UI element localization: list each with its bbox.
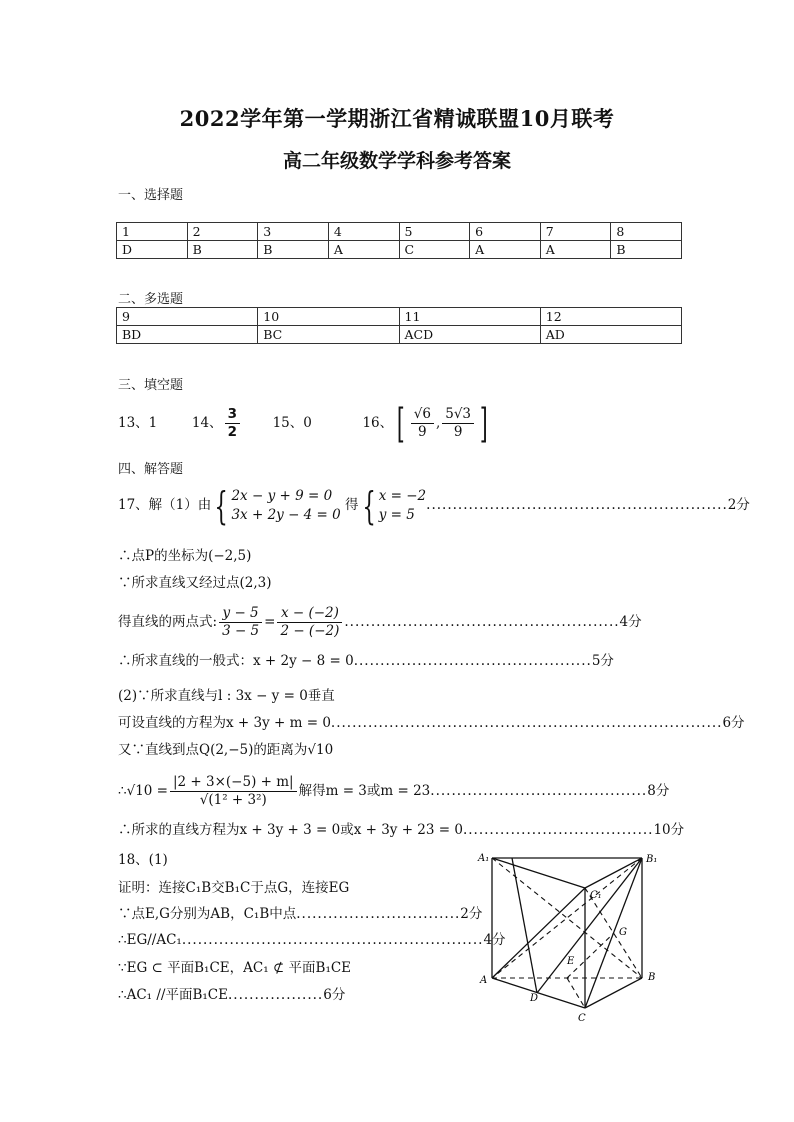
label-e: E	[567, 956, 575, 967]
table-cell: BD	[117, 326, 258, 344]
q18-midpoints	[118, 904, 482, 924]
general-form-text: ∴所求直线的一般式：x + 2y − 8 = 0	[118, 653, 354, 669]
table-row	[117, 308, 682, 326]
label-c: C	[578, 1013, 586, 1024]
edge-a-c	[492, 978, 585, 1008]
fraction-right	[277, 605, 342, 640]
denominator: 2 − (−2)	[280, 623, 340, 639]
q14-numerator: 3	[225, 406, 240, 424]
table-cell: 9	[117, 308, 258, 326]
q17-distance-equation	[118, 766, 669, 816]
table-cell: 3	[258, 223, 329, 241]
table-cell: 1	[117, 223, 188, 241]
page-subtitle: 高二年级数学学科参考答案	[282, 150, 511, 172]
section-heading-fill: 三、填空题	[118, 378, 184, 393]
table-cell: 11	[399, 308, 540, 326]
leader-dots: ..........................................................................	[330, 715, 723, 731]
page-title: 2022学年第一学期浙江省精诚联盟10月联考	[179, 106, 615, 131]
leader-dots: .........................................	[430, 783, 648, 799]
denominator: 3 − 5	[222, 623, 260, 639]
choice-answer-table	[116, 222, 682, 259]
table-cell: 2	[187, 223, 258, 241]
leader-dots: ..................	[227, 987, 324, 1003]
q18-plane-relation: ∵EG ⊂ 平面B₁CE，AC₁ ⊄ 平面B₁CE	[118, 960, 352, 976]
right-bracket: ]	[479, 400, 488, 447]
table-cell: 5	[399, 223, 470, 241]
score: 2分	[460, 906, 483, 922]
table-cell: B	[187, 241, 258, 259]
leader-dots: .............................................	[353, 653, 592, 669]
table-cell: B	[611, 241, 682, 259]
q16-fraction-a	[411, 406, 434, 441]
score: 5分	[591, 653, 614, 669]
label-d: D	[530, 993, 539, 1004]
q13-answer: 13、1	[118, 415, 158, 431]
q16-label: 16、	[362, 415, 394, 431]
q17-intro: 17、解（1）由	[118, 497, 212, 513]
label-b1: B₁	[646, 854, 658, 865]
leader-dots: ...............................	[296, 906, 461, 922]
table-cell: AD	[540, 326, 681, 344]
q17-step1	[118, 482, 750, 528]
label-a1: A₁	[478, 853, 490, 864]
q17-point-p: ∴点P的坐标为(−2,5)	[118, 548, 252, 564]
solution-system	[379, 487, 426, 525]
prism-figure	[470, 850, 670, 1025]
edge-a1-c1	[492, 858, 585, 888]
label-a: A	[480, 975, 488, 986]
q17-part2-intro: (2)∵所求直线与l : 3x − y = 0垂直	[118, 688, 335, 704]
segment-a1-d	[512, 858, 537, 993]
left-brace: {	[361, 483, 376, 528]
midpoints-text: ∵点E,G分别为AB，C₁B中点	[118, 906, 297, 922]
table-cell: 7	[540, 223, 611, 241]
left-bracket: [	[397, 400, 405, 447]
score: 4分	[483, 932, 506, 948]
leader-dots: ....................................................	[344, 614, 620, 630]
table-cell: C	[399, 241, 470, 259]
table-cell: 6	[470, 223, 541, 241]
left-brace: {	[214, 483, 229, 528]
section-heading-multi: 二、多选题	[118, 292, 184, 307]
score: 6分	[722, 715, 745, 731]
q16-b-numerator: 5√3	[442, 406, 474, 424]
q17-general-form	[118, 651, 614, 671]
score: 6分	[323, 987, 346, 1003]
table-cell: ACD	[399, 326, 540, 344]
solve-result: 解得m = 3或m = 23	[298, 783, 431, 799]
table-cell: 8	[611, 223, 682, 241]
table-row	[117, 223, 682, 241]
q16-a-numerator: √6	[411, 406, 434, 424]
q15-answer: 15、0	[272, 415, 312, 431]
q16-b-denominator: 9	[453, 424, 463, 440]
denominator: √(1² + 3²)	[199, 792, 267, 808]
score: 10分	[653, 822, 685, 838]
section-heading-choice: 一、选择题	[118, 188, 184, 203]
multi-answer-table	[116, 307, 682, 344]
table-cell: B	[258, 241, 329, 259]
table-cell: A	[470, 241, 541, 259]
score: 2分	[727, 497, 750, 513]
q17-two-point-form: 得直线的两点式: $\frac{y - 5}{3 - 5}$ = $\frac{x - (-2)}{2 - (-2)}$ ....................................................4分	[118, 605, 642, 639]
q17-assume-line	[118, 713, 745, 733]
conclusion-text: ∴AC₁ //平面B₁CE	[118, 987, 228, 1003]
edge-b1-c1	[585, 858, 642, 888]
table-cell: A	[540, 241, 611, 259]
q17-point-through: ∵所求直线又经过点(2,3)	[118, 575, 272, 591]
score: 4分	[619, 614, 642, 630]
table-row	[117, 241, 682, 259]
equation-system	[231, 487, 340, 525]
table-cell: D	[117, 241, 188, 259]
edge-b-c	[585, 978, 642, 1008]
section-heading-solve: 四、解答题	[118, 462, 184, 477]
table-cell: BC	[258, 326, 399, 344]
table-row	[117, 326, 682, 344]
assume-text: 可设直线的方程为x + 3y + m = 0	[118, 715, 331, 731]
q16-fraction-b	[442, 406, 474, 441]
table-cell: 12	[540, 308, 681, 326]
q18-conclusion	[118, 985, 345, 1005]
final-text: ∴所求的直线方程为x + 3y + 3 = 0或x + 3y + 23 = 0	[118, 822, 463, 838]
q16-a-denominator: 9	[418, 424, 427, 440]
table-cell: 4	[328, 223, 399, 241]
score: 8分	[647, 783, 670, 799]
leader-dots: .........................................................	[426, 497, 728, 513]
q17-final-answer	[118, 820, 684, 840]
equation-1: 2x − y + 9 = 0	[231, 487, 333, 504]
distance-fraction	[170, 774, 297, 809]
q18-proof-start: 证明：连接C₁B交B₁C于点G，连接EG	[118, 880, 350, 896]
parallel-text: ∴EG//AC₁	[118, 932, 182, 948]
two-point-label: 得直线的两点式:	[118, 614, 218, 630]
label-c1: C₁	[590, 890, 602, 901]
label-b: B	[648, 972, 656, 983]
table-cell: 10	[258, 308, 399, 326]
q14-fraction	[225, 406, 240, 441]
fraction-left	[219, 605, 262, 640]
q14-label: 14、	[191, 415, 223, 431]
q18-intro: 18、(1)	[118, 852, 168, 868]
q14-denominator: 2	[227, 424, 237, 440]
sqrt-lhs: ∴√10 =	[118, 783, 168, 799]
leader-dots: ....................................	[462, 822, 654, 838]
label-g: G	[619, 927, 627, 938]
get-word: 得	[345, 497, 359, 513]
leader-dots: .........................................................	[181, 932, 484, 948]
solution-x: x = −2	[378, 487, 427, 504]
q18-parallel	[118, 930, 506, 950]
equation-2: 3x + 2y − 4 = 0	[231, 506, 341, 523]
solution-y: y = 5	[378, 506, 415, 523]
numerator: |2 + 3×(−5) + m|	[170, 774, 297, 792]
fill-answers: 13、1 14、 $\frac{3}{2}$ 15、0 16、[ $\frac{√6}{9}$ , $\frac{5√3}{9}$ ]	[118, 400, 488, 447]
table-cell: A	[328, 241, 399, 259]
numerator: x − (−2)	[277, 605, 342, 623]
numerator: y − 5	[219, 605, 262, 623]
q17-distance: 又∵直线到点Q(2,−5)的距离为√10	[118, 742, 334, 758]
